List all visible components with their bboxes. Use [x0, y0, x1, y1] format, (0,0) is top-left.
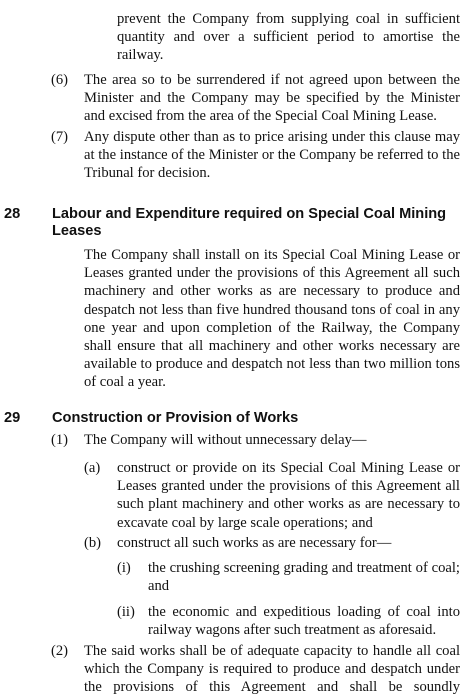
item-text: construct or provide on its Special Coal Mining Lease or Leases granted under the provisions of this Agreement all such plant machinery and other works as are necessary to excavate coal by large scale operations; and — [117, 460, 460, 531]
clause-number: (6) — [51, 72, 69, 88]
item-text: construct all such works as are necessary for— — [117, 535, 392, 551]
item-number: (a) — [84, 460, 101, 476]
subitem-number: (ii) — [117, 604, 135, 620]
section-body: The Company shall install on its Special Coal Mining Lease or Leases granted under the provisions of this Agreement all such machinery and other works as are necessary to produce and despatch not less than five hundred thousand tons of coal in any one year and upon completion of the Railway, the Company shall ensure that all machinery and other works necessary are available to produce and despatch not less than two million tons of coal a year. — [84, 247, 460, 391]
subitem-text: the crushing screening grading and treatment of coal; and — [148, 560, 460, 595]
section-heading: Labour and Expenditure required on Special Coal Mining Leases — [52, 206, 447, 239]
section-number: 29 — [4, 410, 21, 426]
item-number: (b) — [84, 535, 102, 551]
clause-number: (2) — [51, 643, 69, 659]
clause-number: (7) — [51, 129, 69, 145]
clause-text: The area so to be surrendered if not agreed upon between the Minister and the Company may be specified by the Minister and excised from the area of the Special Coal Mining Lease. — [84, 72, 460, 125]
section-number: 28 — [4, 206, 21, 222]
clause-number: (1) — [51, 432, 69, 448]
section-heading: Construction or Provision of Works — [52, 410, 299, 426]
subitem-text: the economic and expeditious loading of coal into railway wagons after such treatment as aforesaid. — [148, 604, 460, 639]
subitem-number: (i) — [117, 560, 131, 576]
clause-text: The Company will without unnecessary delay— — [84, 432, 367, 448]
clause-text: The said works shall be of adequate capacity to handle all coal which the Company is required to produce and despatch under the provisions of this Agreement and shall be soundly — [84, 643, 460, 696]
continuation-paragraph: prevent the Company from supplying coal in sufficient quantity and over a sufficient period to amortise the railway. — [117, 11, 460, 64]
clause-text: Any dispute other than as to price arising under this clause may at the instance of the Minister or the Company be referred to the Tribunal for decision. — [84, 129, 460, 182]
